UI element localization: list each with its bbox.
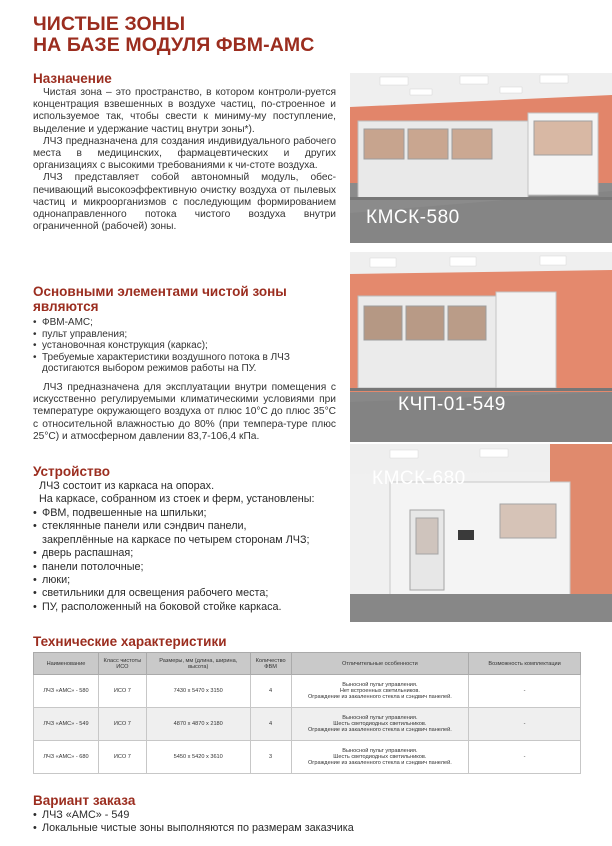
- table-cell-features: [291, 675, 469, 708]
- photo-cleanroom-1: [350, 73, 612, 243]
- table-row: [34, 675, 581, 708]
- list-item-text: стеклянные панели или сэндвич панели,: [42, 520, 247, 533]
- photo-cleanroom-2: [350, 252, 612, 442]
- device-intro: [39, 480, 314, 507]
- purpose-paragraph-3: ЛЧЗ представляет собой автономный модуль, обес-печивающий высокоэффективную очистку воздуха от пылевых частиц и микроорганизмов с последующим формированием однонаправленного потока чистого воздуха внутри ограниченной (рабочей) зоны.: [33, 172, 336, 233]
- device-list: [33, 507, 353, 614]
- list-item: • ФВМ, подвешенные на шпильки;: [33, 507, 353, 520]
- feature-line: Ограждение из закаленного стекла и сэндвич панелей.: [307, 727, 452, 733]
- column-header: Наименование: [34, 653, 99, 675]
- table-cell-option: -: [469, 741, 581, 774]
- purpose-text: [33, 87, 336, 233]
- elements-note: [33, 382, 336, 443]
- table-cell-name: ЛЧЗ «АМС» - 580: [34, 675, 99, 708]
- column-header: Возможность комплектации: [469, 653, 581, 675]
- device-line-2: На каркасе, собранном из стоек и ферм, установлены:: [39, 493, 315, 506]
- column-header: Класс чистоты ИСО: [98, 653, 146, 675]
- column-header: Размеры, мм (длина, ширина, высота): [146, 653, 250, 675]
- specs-table: [33, 652, 581, 774]
- elements-heading-line-1: Основными элементами чистой зоны: [33, 284, 287, 299]
- table-cell-name: ЛЧЗ «АМС» - 680: [34, 741, 99, 774]
- table-row: [34, 708, 581, 741]
- list-item: • светильники для освещения рабочего места;: [33, 587, 353, 600]
- device-heading: Устройство: [33, 464, 110, 479]
- table-cell-iso: ИСО 7: [98, 741, 146, 774]
- image-caption-2: КЧП-01-549: [398, 394, 506, 415]
- specs-heading: Технические характеристики: [33, 634, 227, 649]
- table-row: [34, 741, 581, 774]
- table-cell-name: ЛЧЗ «АМС» - 549: [34, 708, 99, 741]
- list-item: • Локальные чистые зоны выполняются по размерам заказчика: [33, 822, 453, 835]
- feature-line: Выносной пульт управления.: [342, 682, 418, 688]
- table-cell-count: 3: [250, 741, 291, 774]
- table-cell-size: 7430 х 5470 х 3150: [146, 675, 250, 708]
- page-title: [33, 14, 314, 56]
- list-item-continuation: закреплённые на каркасе по четырем сторонам ЛЧЗ;: [42, 533, 310, 546]
- purpose-heading: Назначение: [33, 71, 112, 86]
- table-cell-features: [291, 708, 469, 741]
- list-item: • люки;: [33, 574, 353, 587]
- list-item: • ЛЧЗ «АМС» - 549: [33, 809, 453, 822]
- column-header: Отличительные особенности: [291, 653, 469, 675]
- title-line-2: НА БАЗЕ МОДУЛЯ ФВМ-АМС: [33, 34, 315, 56]
- list-item: [33, 520, 353, 547]
- feature-line: Нет встроенных светильников.: [339, 688, 420, 694]
- feature-line: Выносной пульт управления.: [342, 748, 418, 754]
- column-header: Количество ФВМ: [250, 653, 291, 675]
- list-item: • установочная конструкция (каркас);: [33, 340, 333, 352]
- list-item: • Требуемые характеристики воздушного потока в ЛЧЗ достигаются выбором режимов работы на ПУ.: [33, 352, 333, 375]
- list-item: • панели потолочные;: [33, 561, 353, 574]
- table-cell-count: 4: [250, 675, 291, 708]
- feature-line: Шесть светодиодных светильников.: [333, 721, 427, 727]
- table-cell-size: 5450 х 5420 х 3610: [146, 741, 250, 774]
- conditions-paragraph: ЛЧЗ предназначена для эксплуатации внутри помещения с искусственно регулируемыми климатическими условиями при температуре окружающего воздуха от плюс 10°С до плюс 35°С с относительной влажностью до 80% (при темпера-туре плюс 25°С) и атмосферном давлении 83,7-106,4 кПа.: [33, 382, 336, 442]
- order-list: [33, 809, 453, 836]
- table-cell-size: 4870 х 4870 х 2180: [146, 708, 250, 741]
- table-cell-count: 4: [250, 708, 291, 741]
- table-cell-option: -: [469, 675, 581, 708]
- list-item: • ФВМ-АМС;: [33, 317, 333, 329]
- purpose-paragraph-2: ЛЧЗ предназначена для создания индивидуального рабочего места в медицинских, фармацевтических и других организациях с высокими требованиями к чи-стоте воздуха.: [33, 135, 336, 172]
- photo-cleanroom-3: [350, 444, 612, 622]
- table-header-row: [34, 653, 581, 675]
- table-cell-iso: ИСО 7: [98, 708, 146, 741]
- elements-list: [33, 317, 333, 375]
- title-line-1: ЧИСТЫЕ ЗОНЫ: [33, 13, 186, 35]
- list-item: • ПУ, расположенный на боковой стойке каркаса.: [33, 601, 353, 614]
- feature-line: Ограждение из закаленного стекла и сэндвич панелей.: [307, 760, 452, 766]
- image-caption-1: КМСК-580: [366, 207, 460, 228]
- order-heading: Вариант заказа: [33, 793, 136, 808]
- elements-heading: [33, 284, 287, 314]
- feature-line: Шесть светодиодных светильников.: [333, 754, 427, 760]
- purpose-paragraph-1: Чистая зона – это пространство, в котором контроли-руется концентрация взвешенных в воздухе частиц, по-строенное и используемое так, чтобы свести к миниму-му поступление, выделение и удержание частиц внутри зоны*).: [33, 87, 336, 135]
- device-line-1: ЛЧЗ состоит из каркаса на опорах.: [39, 480, 215, 492]
- image-caption-3: КМСК-680: [372, 468, 466, 489]
- elements-heading-line-2: являются: [33, 299, 99, 314]
- list-item: • пульт управления;: [33, 329, 333, 341]
- table-cell-features: [291, 741, 469, 774]
- feature-line: Выносной пульт управления.: [342, 715, 418, 721]
- feature-line: Ограждение из закаленного стекла и сэндвич панелей.: [307, 694, 452, 700]
- list-item: • дверь распашная;: [33, 547, 353, 560]
- table-cell-option: -: [469, 708, 581, 741]
- table-cell-iso: ИСО 7: [98, 675, 146, 708]
